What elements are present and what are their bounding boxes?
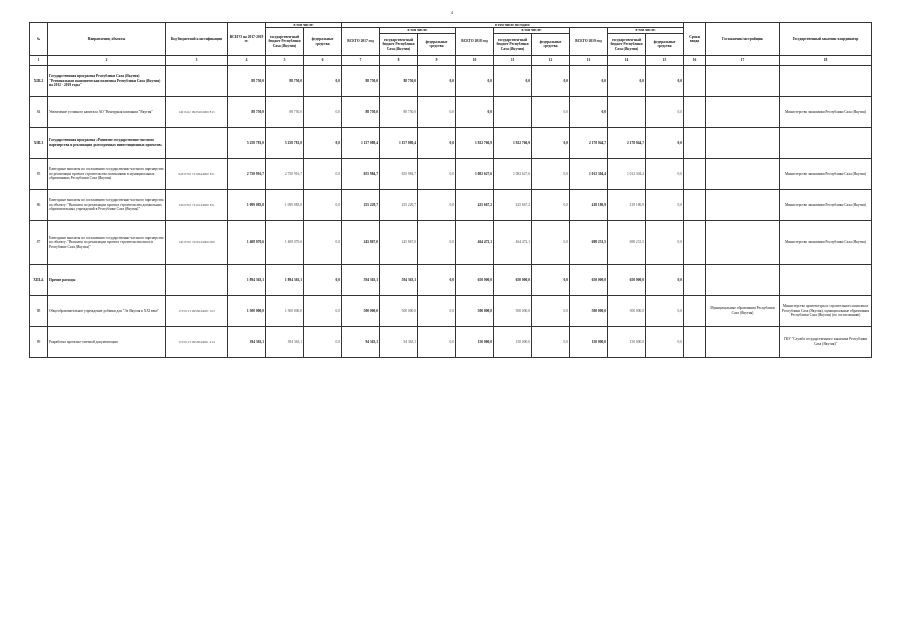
table-cell: 0,0 [304,326,342,357]
header-federal-2019: федеральные средства [646,33,684,55]
table-cell: 418 186,9 [570,189,608,220]
header-incl-years: в том числе по годам: [342,23,684,28]
table-cell: Министерство архитектуры и строительного комплекса Республики Саха (Якутия), муниципальные образования Республики Саха (Якутия) (по согласованию) [780,295,872,326]
header-state-budget-2017: государствен-ный бюджет Республики Саха (Якутия) [380,33,418,55]
table-cell: 650 000,0 [570,264,608,295]
header-num: № [30,23,48,56]
header-code: Код бюджетной классификации [166,23,228,56]
table-cell: 594 363,1 [342,264,380,295]
table-cell: 170 0113 9950044001 523 [166,295,228,326]
table-cell: 87 [30,220,48,264]
header-incl: в том числе: [266,23,342,28]
table-cell: 0,0 [304,96,342,127]
table-cell: Общеобразовательное учреждение добавки для "Эл Якутия в XXI веке" [48,295,166,326]
table-cell: 0,0 [570,65,608,96]
table-cell: XIII.4. [30,264,48,295]
table-cell: 0,0 [456,65,494,96]
table-cell: Министерство экономики Республики Саха (Якутия) [780,158,872,189]
header-incl-2017: в том числе: [380,28,456,33]
table-cell: 0,0 [532,158,570,189]
table-cell: 1 082 627,6 [494,158,532,189]
table-cell: 1 082 627,6 [456,158,494,189]
header-customer: Госзаказчик/застройщик [706,23,780,56]
table-cell [494,96,532,127]
table-cell [706,96,780,127]
table-cell: 0,0 [646,65,684,96]
table-cell: 140 0412 0925204000 813 [166,96,228,127]
table-cell: Увеличение уставного капитала АО "Венчурная компания "Якутия" [48,96,166,127]
header-state-budget: государствен-ный бюджет Республики Саха (Якутия) [266,28,304,55]
table-cell: Государственная программа «Развитие государственно-частного партнерства и реализация долгосрочных инвестиционных проектов» [48,127,166,158]
table-section-row [30,65,872,96]
table-cell [706,220,780,264]
table-cell: 150 000,0 [608,326,646,357]
table-cell: 425 667,2 [494,189,532,220]
table-body [30,55,872,357]
table-cell: 500 000,0 [456,295,494,326]
table-cell: 0,0 [418,65,456,96]
table-cell: 0,0 [570,96,608,127]
table-cell: 464 472,1 [456,220,494,264]
table-cell: 0,0 [646,189,684,220]
table-cell: 394 363,1 [266,326,304,357]
table-cell: Ежегодные выплаты по соглашению государственно-частного партнерства по объекту: "Выплаты по реализации проекта строительства школ в Республике Саха (Якутия)" [48,220,166,264]
table-cell: 1 894 363,1 [228,264,266,295]
table-cell: 1 012 304,4 [570,158,608,189]
table-cell: 0,0 [646,127,684,158]
table-cell: 0,0 [304,189,342,220]
header-total-2019: ВСЕГО 2019 год [570,28,608,55]
table-cell: 0,0 [532,220,570,264]
table-cell: Ежегодные выплаты по соглашению государственно-частного партнерства по объекту: "Выплаты по реализации проекта строительства дошкольных образовательных учреждений в Республике Саха (Якутия)" [48,189,166,220]
table-cell: 150 000,0 [456,326,494,357]
table-cell [684,96,706,127]
investment-table [29,22,872,358]
table-cell: 1 012 304,4 [608,158,646,189]
page-number: 4 [451,10,453,15]
table-cell: 88 [30,295,48,326]
header-federal: федеральные средства [304,28,342,55]
table-cell: 86 [30,189,48,220]
table-cell [684,65,706,96]
table-cell: XIII.3 [30,127,48,158]
table-row [30,96,872,127]
table-cell [780,127,872,158]
table-cell: 425 667,2 [456,189,494,220]
header-total-2017: ВСЕГО 2017 год [342,28,380,55]
table-cell: 0,0 [646,158,684,189]
table-cell: 0,0 [418,295,456,326]
table-cell: 245 867,0 [380,220,418,264]
table-cell [706,326,780,357]
table-cell: 0,0 [418,158,456,189]
table-cell: Министерство экономики Республики Саха (Якутия) [780,96,872,127]
table-cell: 0,0 [646,264,684,295]
header-incl-2018: в том числе: [494,28,570,33]
header-coordinator: Государственный заказчик-координатор [780,23,872,56]
table-cell [684,220,706,264]
table-cell [706,264,780,295]
table-cell: 1 157 080,4 [380,127,418,158]
table-row [30,295,872,326]
table-cell: 84 [30,96,48,127]
table-cell: 594 363,1 [380,264,418,295]
table-cell: 1 500 000,0 [266,295,304,326]
table-cell [706,189,780,220]
table-cell: 0,0 [532,96,570,127]
table-cell: 88 750,0 [266,65,304,96]
table-cell: 500 000,0 [608,295,646,326]
table-cell: 464 472,1 [494,220,532,264]
table-cell: 0,0 [418,189,456,220]
table-cell [706,127,780,158]
table-cell: 1 500 000,0 [228,295,266,326]
table-cell: 655 984,7 [380,158,418,189]
table-cell: 85 [30,158,48,189]
table-cell: 94 363,1 [380,326,418,357]
header-deadline: Сроки ввода [684,23,706,56]
table-section-row [30,264,872,295]
table-cell: 150 000,0 [494,326,532,357]
table-cell: 500 000,0 [494,295,532,326]
table-cell: 0,0 [532,295,570,326]
table-cell: 2 750 916,7 [228,158,266,189]
table-cell: 1 922 766,9 [456,127,494,158]
table-cell: 650 000,0 [608,264,646,295]
table-cell [706,65,780,96]
table-cell: 88 750,0 [342,96,380,127]
table-cell: 0,0 [418,264,456,295]
table-cell: 500 000,0 [570,295,608,326]
table-cell: XIII.2 [30,65,48,96]
header-state-budget-2018: государствен-ный бюджет Республики Саха (Якутия) [494,33,532,55]
table-cell: 1 408 070,6 [266,220,304,264]
table-cell: 0,0 [646,96,684,127]
table-header [30,23,872,56]
table-cell: 1 099 083,8 [266,189,304,220]
table-cell: Государственная программа Республики Саха (Якутия) "Региональная экономическая политика Республики Саха (Якутия) на 2012 - 2019 годы" [48,65,166,96]
table-cell: 88 750,0 [228,96,266,127]
table-cell: 245 867,0 [342,220,380,264]
table-cell [684,295,706,326]
table-cell: ГКУ "Служба государственного заказчика Республики Саха (Якутия)" [780,326,872,357]
table-cell [706,158,780,189]
table-cell: 0,0 [646,295,684,326]
table-row [30,158,872,189]
table-cell: 1 099 083,8 [228,189,266,220]
table-cell: 418 186,9 [608,189,646,220]
table-cell: 0,0 [608,65,646,96]
header-total-2018: ВСЕГО 2018 год [456,28,494,55]
table-cell: 394 363,1 [228,326,266,357]
table-cell: 2 178 944,7 [608,127,646,158]
table-cell: 0,0 [532,127,570,158]
table-cell: 5 258 781,0 [266,127,304,158]
table-cell: 140 0702 7220144000 000 [166,220,228,264]
table-cell: 0,0 [646,326,684,357]
table-row [30,220,872,264]
table-cell: 88 750,0 [380,65,418,96]
table-cell: Разработка проектно-сметной документации [48,326,166,357]
table-cell: 0,0 [532,189,570,220]
table-cell: 0,0 [304,264,342,295]
table-cell: 94 363,1 [342,326,380,357]
table-cell [166,65,228,96]
table-row [30,326,872,357]
table-cell: 88 750,0 [228,65,266,96]
table-cell [780,264,872,295]
table-cell: 500 000,0 [342,295,380,326]
column-index-row: 1 2 3 4 5 6 7 8 9 10 11 12 13 14 15 16 17 18 [30,55,872,65]
table-cell: 698 231,5 [570,220,608,264]
header-incl-2019: в том числе: [608,28,684,33]
table-cell [166,264,228,295]
header-name: Направления, объекты [48,23,166,56]
table-cell: 0,0 [418,127,456,158]
table-cell: 1 922 766,9 [494,127,532,158]
table-cell: 140 0702 7210144000 811 [166,189,228,220]
table-cell: 255 229,7 [342,189,380,220]
header-total: ВСЕГО на 2017-2019 гг. [228,23,266,56]
table-cell [608,96,646,127]
table-cell: 255 229,7 [380,189,418,220]
table-cell: 698 231,5 [608,220,646,264]
table-cell: Министерство экономики Республики Саха (Якутия) [780,220,872,264]
table-cell: 500 000,0 [380,295,418,326]
header-federal-2017: федеральные средства [418,33,456,55]
table-cell: 0,0 [494,65,532,96]
table-cell: 1 894 363,1 [266,264,304,295]
table-row [30,189,872,220]
table-cell: 650 000,0 [494,264,532,295]
table-cell: 0,0 [456,96,494,127]
table-cell: 0,0 [304,65,342,96]
table-cell: 2 750 916,7 [266,158,304,189]
table-cell [684,127,706,158]
table-cell: 1 408 070,6 [228,220,266,264]
table-cell: 0,0 [532,65,570,96]
table-cell: 89 [30,326,48,357]
table-cell: 1 157 080,4 [342,127,380,158]
table-cell: 0,0 [304,158,342,189]
table-cell: 0,0 [532,326,570,357]
table-cell: 0,0 [418,96,456,127]
table-cell: 0,0 [304,220,342,264]
table-cell: 650 000,0 [456,264,494,295]
table-cell: 0,0 [418,326,456,357]
table-cell: 150 000,0 [570,326,608,357]
table-cell: Прочие расходы [48,264,166,295]
table-cell: 88 750,0 [266,96,304,127]
table-cell [166,127,228,158]
header-federal-2018: федеральные средства [532,33,570,55]
table-cell [684,158,706,189]
table-cell: 0,0 [646,220,684,264]
table-cell: Муниципальные образования Республики Саха (Якутия) [706,295,780,326]
table-cell: 170 0113 9950044001 414 [166,326,228,357]
table-cell: 88 750,0 [342,65,380,96]
table-cell: 0,0 [418,220,456,264]
table-cell: 5 258 781,0 [228,127,266,158]
table-cell [780,65,872,96]
table-section-row [30,127,872,158]
header-state-budget-2019: государствен-ный бюджет Республики Саха (Якутия) [608,33,646,55]
table-cell [684,326,706,357]
table-cell: 0,0 [532,264,570,295]
table-cell [684,264,706,295]
table-cell: 655 984,7 [342,158,380,189]
table-cell: 2 178 944,7 [570,127,608,158]
table-cell: 940 0702 7210644000 811 [166,158,228,189]
table-cell [684,189,706,220]
table-cell: 0,0 [304,295,342,326]
table-cell: 88 750,0 [380,96,418,127]
table-cell: Министерство экономики Республики Саха (Якутия) [780,189,872,220]
table-cell: 0,0 [304,127,342,158]
table-cell: Ежегодные выплаты по соглашению государственно-частного партнерства по реализации проекта строительства поликлиник в муниципальных образованиях Республики Саха (Якутия) [48,158,166,189]
